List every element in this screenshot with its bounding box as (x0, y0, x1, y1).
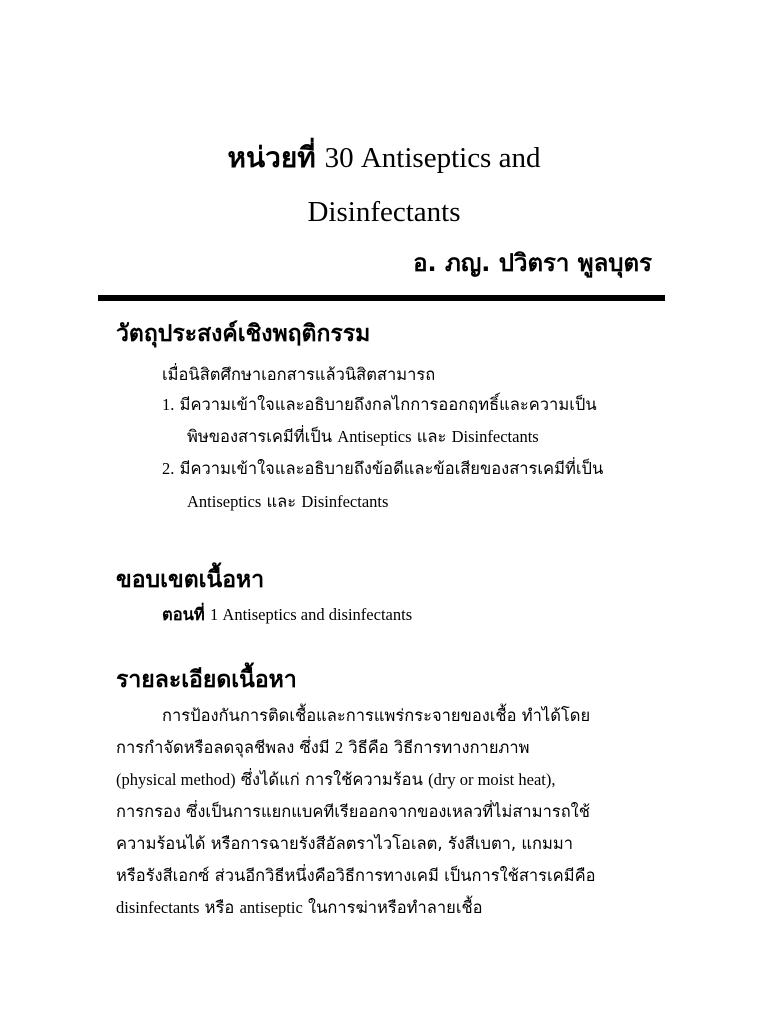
details-line-3-thai: ซึ่งได้แก่ การใช้ความร้อน (240, 770, 423, 789)
details-line-7-thai: หรือ (204, 898, 235, 917)
details-line-7-eng: disinfectants (116, 898, 200, 917)
objective-item-2-term-antiseptics: Antiseptics (187, 492, 262, 511)
objective-item-2-line1 (162, 456, 603, 482)
scope-heading: ขอบเขตเนื้อหา (116, 567, 265, 593)
scope-part-text: 1 Antiseptics and disinfectants (210, 605, 413, 624)
details-line-7-thai-2: ในการฆ่าหรือทำลายเชื้อ (308, 898, 483, 917)
details-line-3-eng: (physical method) (116, 770, 236, 789)
details-line-6: หรือรังสีเอกซ์ ส่วนอีกวิธีหนึ่งคือวิธีการทางเคมี เป็นการใช้สารเคมีคือ (116, 866, 596, 885)
objective-item-1-number: 1. (162, 395, 175, 414)
details-heading: รายละเอียดเนื้อหา (116, 667, 297, 693)
page-title (0, 140, 768, 176)
details-line-4: การกรอง ซึ่งเป็นการแยกแบคทีเรียออกจากของเหลวที่ไม่สามารถใช้ (116, 802, 590, 821)
objective-item-2-and: และ (266, 492, 297, 511)
details-line-3-eng-2: (dry or moist heat), (428, 770, 556, 789)
scope-part-1 (162, 602, 412, 628)
title-divider (98, 295, 665, 301)
objectives-intro: เมื่อนิสิตศึกษาเอกสารแล้วนิสิตสามารถ (162, 365, 436, 384)
objective-item-2-text: มีความเข้าใจและอธิบายถึงข้อดีและข้อเสียของสารเคมีที่เป็น (179, 459, 604, 478)
objective-item-1-term-antiseptics: Antiseptics (337, 427, 412, 446)
page-title-continued: Disinfectants (307, 196, 461, 228)
objective-item-1-line2 (187, 424, 539, 450)
objective-item-1-text: มีความเข้าใจและอธิบายถึงกลไกการออกฤทธิ์และความเป็น (179, 395, 597, 414)
objective-item-1-term-disinfectants: Disinfectants (451, 427, 539, 446)
details-line-2-rest: วิธีคือ วิธีการทางกายภาพ (348, 738, 530, 757)
title-topic: 30 Antiseptics and (324, 142, 541, 174)
details-line-5: ความร้อนได้ หรือการฉายรังสีอัลตราไวโอเลต, รังสีเบตา, แกมมา (116, 834, 574, 853)
details-line-1: การป้องกันการติดเชื้อและการแพร่กระจายของเชื้อ ทำได้โดย (162, 706, 591, 725)
objectives-heading: วัตถุประสงค์เชิงพฤติกรรม (116, 321, 371, 347)
details-line-7-eng-2: antiseptic (239, 898, 303, 917)
objective-item-2-line2 (187, 489, 388, 515)
details-line-2 (116, 735, 530, 761)
scope-part-label: ตอนที่ (162, 605, 205, 624)
objective-item-1-thai: พิษของสารเคมีที่เป็น (187, 427, 333, 446)
title-unit-label: หน่วยที่ (227, 141, 316, 174)
details-line-3 (116, 767, 556, 793)
author-name: อ. ภญ. ปวิตรา พูลบุตร (413, 249, 652, 277)
objective-item-1-and: และ (416, 427, 447, 446)
objective-item-1-line1 (162, 392, 597, 418)
objective-item-2-number: 2. (162, 459, 175, 478)
details-line-2-thai: การกำจัดหรือลดจุลชีพลง ซึ่งมี (116, 738, 330, 757)
details-line-7 (116, 895, 483, 921)
objective-item-2-term-disinfectants: Disinfectants (301, 492, 389, 511)
details-line-2-number: 2 (334, 738, 344, 757)
